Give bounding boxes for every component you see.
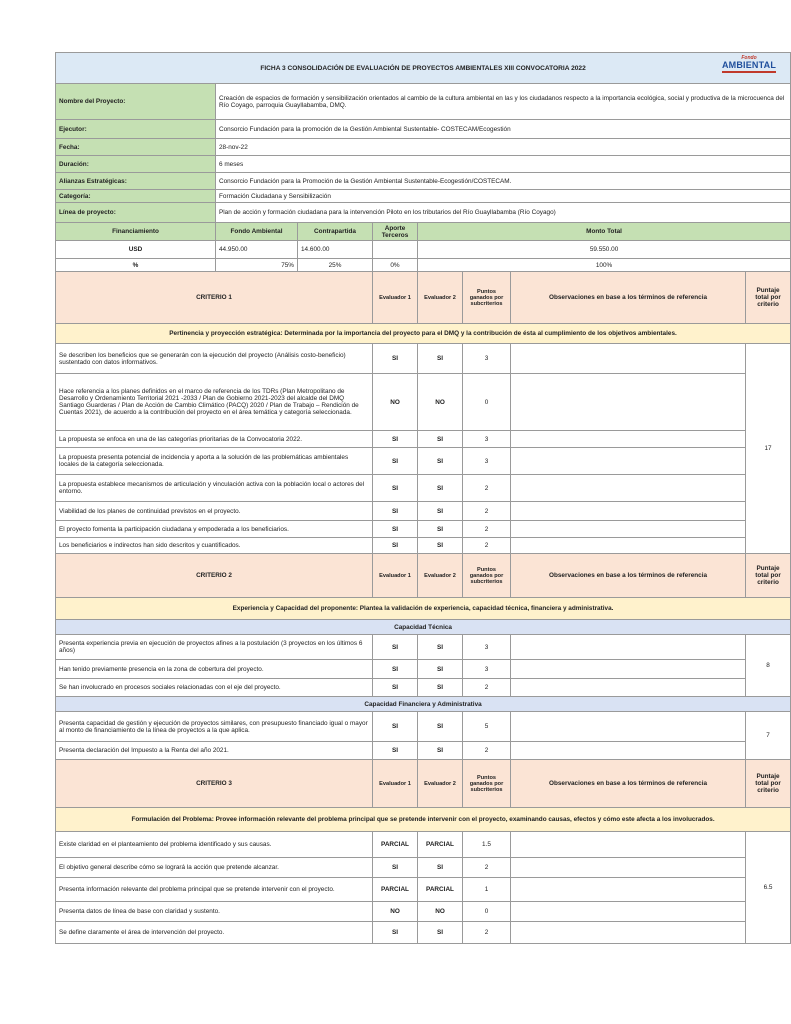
criterio3-description: Formulación del Problema: Provee información relevante del problema principal que se pretende intervenir con el proyecto, examinando causas, efectos y cómo este afecta a los involucrados. bbox=[56, 808, 791, 832]
criterio2-title: CRITERIO 2 bbox=[56, 554, 373, 598]
usd-terceros bbox=[373, 241, 418, 259]
criterio3-row-ev1: PARCIAL bbox=[373, 832, 418, 858]
criterio2-puntaje-header: Puntaje total por criterio bbox=[746, 554, 791, 598]
criterio3-row-ev2: SI bbox=[418, 922, 463, 944]
criterio1-row-pts: 0 bbox=[463, 374, 511, 431]
criterio1-row-text: Viabilidad de los planes de continuidad previstos en el proyecto. bbox=[56, 502, 373, 521]
criterio2-obs-header: Observaciones en base a los términos de referencia bbox=[511, 554, 746, 598]
duracion-label: Duración: bbox=[56, 156, 216, 173]
linea-label: Línea de proyecto: bbox=[56, 203, 216, 223]
fondo-ambiental-logo: Fondo AMBIENTAL bbox=[722, 56, 776, 73]
linea-value: Plan de acción y formación ciudadana para la intervención Piloto en los tributarios del Río Guayllabamba (Río Coyago) bbox=[216, 203, 791, 223]
criterio1-row-obs bbox=[511, 448, 746, 475]
pct-total: 100% bbox=[418, 259, 791, 272]
criterio1-title: CRITERIO 1 bbox=[56, 272, 373, 324]
criterio3-row-obs bbox=[511, 902, 746, 922]
criterio2-row-obs bbox=[511, 635, 746, 660]
criterio1-row-ev1: SI bbox=[373, 431, 418, 448]
criterio2-row-ev2: SI bbox=[418, 679, 463, 697]
criterio3-row-pts: 2 bbox=[463, 858, 511, 878]
criterio1-row-pts: 2 bbox=[463, 502, 511, 521]
criterio3-row-obs bbox=[511, 922, 746, 944]
pct-fondo: 75% bbox=[216, 259, 298, 272]
criterio1-row-pts: 3 bbox=[463, 448, 511, 475]
criterio2-row-obs bbox=[511, 742, 746, 760]
nombre-value: Creación de espacios de formación y sensibilización orientados al cambio de la cultura ambiental en las y los ciudadanos respecto a la importancia ecológica, social y productiva de la microcuenca del Río Coyago, parroquia Guayllabamba, DMQ. bbox=[216, 84, 791, 120]
criterio2-row-obs bbox=[511, 712, 746, 742]
criterio1-row-obs bbox=[511, 475, 746, 502]
criterio2-row-ev2: SI bbox=[418, 635, 463, 660]
criterio2-row-pts: 3 bbox=[463, 660, 511, 679]
criterio3-row-ev2: PARCIAL bbox=[418, 878, 463, 902]
criterio1-row-pts: 2 bbox=[463, 521, 511, 538]
usd-contrapartida: 14.600.00 bbox=[298, 241, 373, 259]
criterio2-row-ev1: SI bbox=[373, 660, 418, 679]
criterio1-puntos-header: Puntos ganados por subcriterios bbox=[463, 272, 511, 324]
financiamiento-header: Financiamiento bbox=[56, 223, 216, 241]
criterio1-total: 17 bbox=[746, 344, 791, 554]
criterio3-row-pts: 1 bbox=[463, 878, 511, 902]
criterio1-row-obs bbox=[511, 431, 746, 448]
terceros-header: Aporte Terceros bbox=[373, 223, 418, 241]
criterio2-row-text: Se han involucrado en procesos sociales relacionadas con el eje del proyecto. bbox=[56, 679, 373, 697]
criterio3-row-ev1: NO bbox=[373, 902, 418, 922]
evaluation-sheet bbox=[55, 52, 790, 944]
criterio1-row-obs bbox=[511, 521, 746, 538]
criterio2-row-pts: 3 bbox=[463, 635, 511, 660]
criterio2-row-ev1: SI bbox=[373, 679, 418, 697]
sheet-title: FICHA 3 CONSOLIDACIÓN DE EVALUACIÓN DE PROYECTOS AMBIENTALES XIII CONVOCATORIA 2022 bbox=[260, 64, 586, 72]
fecha-value: 28-nov-22 bbox=[216, 139, 791, 156]
criterio1-row-ev1: SI bbox=[373, 448, 418, 475]
criterio3-row-obs bbox=[511, 858, 746, 878]
duracion-value: 6 meses bbox=[216, 156, 791, 173]
criterio1-row-ev1: SI bbox=[373, 538, 418, 554]
sheet-title-cell bbox=[56, 53, 791, 84]
criterio3-obs-header: Observaciones en base a los términos de referencia bbox=[511, 760, 746, 808]
fondo-header: Fondo Ambiental bbox=[216, 223, 298, 241]
pct-contrapartida: 25% bbox=[298, 259, 373, 272]
categoria-value: Formación Ciudadana y Sensibilización bbox=[216, 190, 791, 203]
criterio1-ev2-header: Evaluador 2 bbox=[418, 272, 463, 324]
monto-total-header: Monto Total bbox=[418, 223, 791, 241]
criterio1-row-ev1: SI bbox=[373, 344, 418, 374]
criterio3-row-text: Se define claramente el área de intervención del proyecto. bbox=[56, 922, 373, 944]
criterio2-row-ev1: SI bbox=[373, 712, 418, 742]
fecha-label: Fecha: bbox=[56, 139, 216, 156]
evaluation-table bbox=[55, 52, 791, 944]
criterio1-row-ev2: SI bbox=[418, 431, 463, 448]
criterio3-row-text: Presenta datos de línea de base con claridad y sustento. bbox=[56, 902, 373, 922]
criterio2-ev1-header: Evaluador 1 bbox=[373, 554, 418, 598]
criterio2-row-ev1: SI bbox=[373, 742, 418, 760]
criterio3-row-obs bbox=[511, 878, 746, 902]
criterio1-row-text: La propuesta se enfoca en una de las categorías prioritarias de la Convocatoria 2022. bbox=[56, 431, 373, 448]
criterio3-ev2-header: Evaluador 2 bbox=[418, 760, 463, 808]
criterio2-row-text: Presenta experiencia previa en ejecución de proyectos afines a la postulación (3 proyectos en los últimos 6 años) bbox=[56, 635, 373, 660]
criterio3-row-pts: 1.5 bbox=[463, 832, 511, 858]
criterio1-row-pts: 3 bbox=[463, 431, 511, 448]
criterio2-row-ev2: SI bbox=[418, 712, 463, 742]
criterio3-ev1-header: Evaluador 1 bbox=[373, 760, 418, 808]
criterio2-description: Experiencia y Capacidad del proponente: Plantea la validación de experiencia, capacidad técnica, financiera y administrativa. bbox=[56, 598, 791, 620]
nombre-label: Nombre del Proyecto: bbox=[56, 84, 216, 120]
criterio3-row-ev2: SI bbox=[418, 858, 463, 878]
criterio1-row-ev2: SI bbox=[418, 538, 463, 554]
criterio1-obs-header: Observaciones en base a los términos de referencia bbox=[511, 272, 746, 324]
criterio3-row-obs bbox=[511, 832, 746, 858]
capacidad-tecnica-total: 8 bbox=[746, 635, 791, 697]
criterio1-row-ev2: SI bbox=[418, 502, 463, 521]
criterio2-row-pts: 2 bbox=[463, 742, 511, 760]
criterio1-row-ev2: SI bbox=[418, 448, 463, 475]
criterio3-row-ev2: PARCIAL bbox=[418, 832, 463, 858]
alianzas-value: Consorcio Fundación para la Promoción de la Gestión Ambiental Sustentable-Ecogestión/COSTECAM. bbox=[216, 173, 791, 190]
criterio2-row-text: Presenta capacidad de gestión y ejecución de proyectos similares, con presupuesto financiado igual o mayor al monto de financiamiento de la línea de proyectos a la que aplica. bbox=[56, 712, 373, 742]
criterio1-row-ev1: SI bbox=[373, 475, 418, 502]
criterio3-row-ev1: PARCIAL bbox=[373, 878, 418, 902]
criterio1-row-ev2: SI bbox=[418, 475, 463, 502]
criterio3-row-pts: 0 bbox=[463, 902, 511, 922]
criterio2-row-pts: 5 bbox=[463, 712, 511, 742]
criterio3-row-pts: 2 bbox=[463, 922, 511, 944]
criterio1-ev1-header: Evaluador 1 bbox=[373, 272, 418, 324]
alianzas-label: Alianzas Estratégicas: bbox=[56, 173, 216, 190]
criterio2-row-ev1: SI bbox=[373, 635, 418, 660]
contrapartida-header: Contrapartida bbox=[298, 223, 373, 241]
criterio3-total: 6.5 bbox=[746, 832, 791, 944]
capacidad-financiera-total: 7 bbox=[746, 712, 791, 760]
criterio3-puntaje-header: Puntaje total por criterio bbox=[746, 760, 791, 808]
criterio2-row-obs bbox=[511, 679, 746, 697]
ejecutor-label: Ejecutor: bbox=[56, 120, 216, 139]
capacidad-financiera-title: Capacidad Financiera y Administrativa bbox=[56, 697, 791, 712]
criterio1-description: Pertinencia y proyección estratégica: Determinada por la importancia del proyecto para el DMQ y la contribución de ésta al cumplimiento de los objetivos ambientales. bbox=[56, 324, 791, 344]
criterio3-row-ev2: NO bbox=[418, 902, 463, 922]
criterio3-puntos-header: Puntos ganados por subcriterios bbox=[463, 760, 511, 808]
criterio2-row-ev2: SI bbox=[418, 660, 463, 679]
usd-fondo: 44.950.00 bbox=[216, 241, 298, 259]
criterio3-row-ev1: SI bbox=[373, 858, 418, 878]
criterio1-row-text: Los beneficiarios e indirectos han sido descritos y cuantificados. bbox=[56, 538, 373, 554]
criterio1-row-text: Se describen los beneficios que se generarán con la ejecución del proyecto (Análisis costo-beneficio) sustentado con datos informativos. bbox=[56, 344, 373, 374]
criterio2-row-pts: 2 bbox=[463, 679, 511, 697]
criterio1-row-ev1: NO bbox=[373, 374, 418, 431]
criterio1-row-text: La propuesta establece mecanismos de articulación y vinculación activa con la población local o actores del entorno. bbox=[56, 475, 373, 502]
criterio1-row-obs bbox=[511, 344, 746, 374]
criterio1-row-obs bbox=[511, 374, 746, 431]
criterio3-row-text: Presenta información relevante del problema principal que se pretende intervenir con el proyecto. bbox=[56, 878, 373, 902]
criterio2-row-text: Han tenido previamente presencia en la zona de cobertura del proyecto. bbox=[56, 660, 373, 679]
criterio1-row-ev1: SI bbox=[373, 502, 418, 521]
criterio3-row-text: El objetivo general describe cómo se logrará la acción que pretende alcanzar. bbox=[56, 858, 373, 878]
ejecutor-value: Consorcio Fundación para la promoción de la Gestión Ambiental Sustentable- COSTECAM/Ecogestión bbox=[216, 120, 791, 139]
criterio3-title: CRITERIO 3 bbox=[56, 760, 373, 808]
pct-terceros: 0% bbox=[373, 259, 418, 272]
criterio1-row-text: Hace referencia a los planes definidos en el marco de referencia de los TDRs (Plan Metropolitano de Desarrollo y Ordenamiento Territorial 2021 -2033 / Plan de Gobierno 2021-2023 del alcalde del DMQ Santiago Guarderas / Plan de Acción de Cambio Climático (PACQ) 2020 / Plan de Trabajo – Rendición de Cuentas 2021), de acuerdo a la contribución del proyecto en el área temática y categoría seleccionada. bbox=[56, 374, 373, 431]
criterio3-row-ev1: SI bbox=[373, 922, 418, 944]
criterio2-row-text: Presenta declaración del Impuesto a la Renta del año 2021. bbox=[56, 742, 373, 760]
capacidad-tecnica-title: Capacidad Técnica bbox=[56, 620, 791, 635]
criterio1-row-pts: 2 bbox=[463, 475, 511, 502]
criterio2-row-ev2: SI bbox=[418, 742, 463, 760]
criterio2-ev2-header: Evaluador 2 bbox=[418, 554, 463, 598]
criterio1-row-obs bbox=[511, 502, 746, 521]
categoria-label: Categoría: bbox=[56, 190, 216, 203]
criterio1-row-text: La propuesta presenta potencial de incidencia y aporta a la solución de las problemáticas ambientales locales de la categoría seleccionada. bbox=[56, 448, 373, 475]
criterio2-puntos-header: Puntos ganados por subcriterios bbox=[463, 554, 511, 598]
pct-label: % bbox=[56, 259, 216, 272]
criterio1-row-pts: 3 bbox=[463, 344, 511, 374]
criterio1-row-ev2: NO bbox=[418, 374, 463, 431]
criterio1-row-pts: 2 bbox=[463, 538, 511, 554]
criterio1-row-ev1: SI bbox=[373, 521, 418, 538]
criterio1-row-ev2: SI bbox=[418, 521, 463, 538]
criterio1-row-obs bbox=[511, 538, 746, 554]
criterio1-puntaje-header: Puntaje total por criterio bbox=[746, 272, 791, 324]
usd-label: USD bbox=[56, 241, 216, 259]
criterio2-row-obs bbox=[511, 660, 746, 679]
criterio1-row-text: El proyecto fomenta la participación ciudadana y empoderada a los beneficiarios. bbox=[56, 521, 373, 538]
criterio1-row-ev2: SI bbox=[418, 344, 463, 374]
criterio3-row-text: Existe claridad en el planteamiento del problema identificado y sus causas. bbox=[56, 832, 373, 858]
usd-total: 59.550.00 bbox=[418, 241, 791, 259]
